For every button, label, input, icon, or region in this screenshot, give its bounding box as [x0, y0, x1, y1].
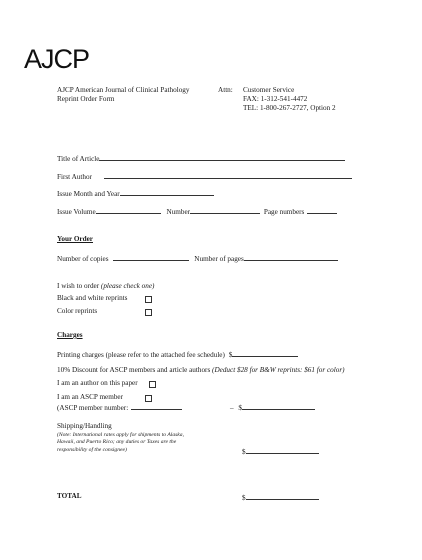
color-reprints-checkbox[interactable]: [145, 309, 152, 316]
member-checkbox[interactable]: [145, 395, 152, 402]
shipping-note: (Note: International rates apply for shipments to Alaska, Hawaii, and Puerto Rico; any duties or Taxes are the responsibility of the consignee): [57, 432, 184, 453]
title-of-article-field[interactable]: [99, 153, 345, 161]
journal-name: AJCP American Journal of Clinical Pathology: [57, 86, 190, 94]
wish-to-order-row: [57, 282, 154, 291]
discount-row: [57, 366, 345, 375]
issue-month-year-label: Issue Month and Year: [57, 190, 120, 198]
issue-volume-row: [57, 206, 337, 217]
title-of-article-label: Title of Article: [57, 155, 100, 163]
discount-label: 10% Discount for ASCP members and article authors: [57, 366, 211, 374]
shipping-currency: $: [242, 448, 246, 456]
shipping-amount-row: [242, 446, 319, 457]
fax-number: FAX: 1-312-541-4472: [243, 95, 308, 103]
ajcp-logo: AJCP: [24, 44, 90, 74]
author-checkbox[interactable]: [149, 381, 156, 388]
form-title: Reprint Order Form: [57, 95, 115, 103]
charges-heading: Charges: [57, 331, 83, 339]
total-amount-row: [242, 492, 319, 503]
first-author-row: [57, 171, 352, 182]
page-numbers-field[interactable]: [307, 206, 337, 214]
issue-month-year-row: [57, 188, 214, 199]
first-author-field[interactable]: [104, 171, 352, 179]
tel-number: TEL: 1-800-267-2727, Option 2: [243, 104, 336, 112]
author-label: I am an author on this paper: [57, 379, 138, 387]
total-currency: $: [242, 494, 246, 502]
contact-name: Customer Service: [243, 86, 295, 94]
minus-sign: –: [230, 404, 234, 412]
total-amount-field[interactable]: [246, 492, 319, 500]
number-label: Number: [166, 208, 191, 216]
total-label: TOTAL: [57, 492, 82, 500]
shipping-label: Shipping/Handling: [57, 422, 112, 430]
color-reprints-label: Color reprints: [57, 307, 98, 315]
copies-pages-row: [57, 253, 338, 264]
printing-charges-row: [57, 349, 298, 360]
issue-volume-label: Issue Volume: [57, 208, 96, 216]
number-field[interactable]: [190, 206, 260, 214]
number-of-copies-field[interactable]: [113, 253, 189, 261]
discount-note: (Deduct $28 for B&W reprints: $61 for color): [212, 366, 345, 374]
printing-charges-currency: $: [228, 351, 233, 359]
number-of-copies-label: Number of copies: [57, 255, 109, 263]
issue-month-year-field[interactable]: [120, 188, 214, 196]
number-of-pages-field[interactable]: [244, 253, 338, 261]
wish-to-order-hint: (please check one): [100, 282, 155, 290]
discount-amount-field[interactable]: [242, 402, 315, 410]
discount-amount-row: [230, 402, 315, 413]
member-label: I am an ASCP member: [57, 393, 124, 401]
your-order-heading: Your Order: [57, 235, 93, 243]
wish-to-order-label: I wish to order: [57, 282, 100, 290]
printing-charges-label: Printing charges (please refer to the attached fee schedule): [57, 351, 225, 359]
title-row: [57, 153, 345, 164]
attn-label: Attn:: [218, 86, 233, 94]
first-author-label: First Author: [57, 173, 92, 181]
printing-charges-field[interactable]: [232, 349, 298, 357]
bw-reprints-label: Black and white reprints: [57, 294, 128, 302]
member-number-row: [57, 402, 182, 413]
member-number-label: (ASCP member number:: [57, 404, 129, 412]
number-of-pages-label: Number of pages: [194, 255, 244, 263]
discount-currency: $: [238, 404, 242, 412]
page-numbers-label: Page numbers: [263, 208, 305, 216]
issue-volume-field[interactable]: [96, 206, 161, 214]
bw-reprints-checkbox[interactable]: [145, 296, 152, 303]
shipping-amount-field[interactable]: [246, 446, 319, 454]
member-number-field[interactable]: [131, 402, 182, 410]
